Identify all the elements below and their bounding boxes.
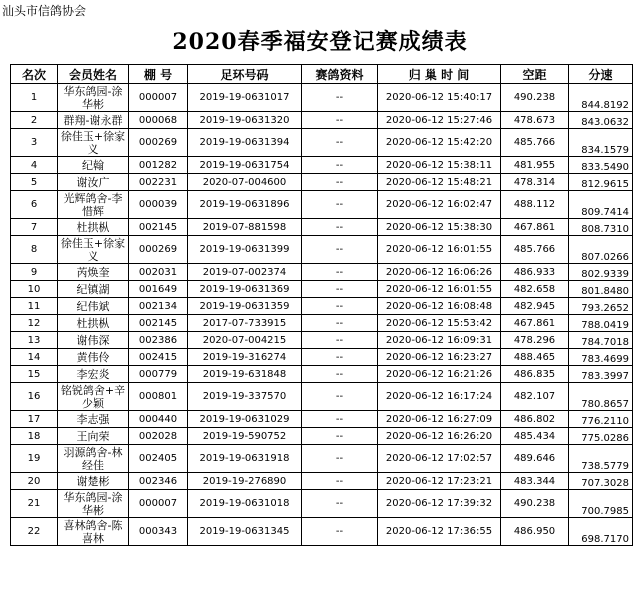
- shed-number-cell: 000039: [129, 191, 188, 219]
- pigeon-info-cell: --: [302, 264, 378, 281]
- member-name-cell: 李宏炎: [58, 366, 129, 383]
- rank-cell: 21: [11, 490, 58, 518]
- return-time-cell: 2020-06-12 16:01:55: [378, 281, 501, 298]
- distance-cell: 478.296: [501, 332, 569, 349]
- ring-number-cell: 2017-07-733915: [188, 315, 302, 332]
- table-row: [11, 264, 633, 281]
- return-time-cell: 2020-06-12 17:39:32: [378, 490, 501, 518]
- pigeon-info-cell: --: [302, 315, 378, 332]
- distance-cell: 486.950: [501, 518, 569, 546]
- speed-cell: 844.8192: [569, 84, 633, 112]
- distance-cell: 467.861: [501, 315, 569, 332]
- distance-cell: 488.465: [501, 349, 569, 366]
- speed-cell: 808.7310: [569, 219, 633, 236]
- return-time-cell: 2020-06-12 15:53:42: [378, 315, 501, 332]
- organization-name: 汕头市信鸽协会: [2, 4, 87, 18]
- distance-cell: 482.658: [501, 281, 569, 298]
- ring-number-cell: 2019-19-337570: [188, 383, 302, 411]
- return-time-cell: 2020-06-12 17:36:55: [378, 518, 501, 546]
- rank-cell: 22: [11, 518, 58, 546]
- shed-number-cell: 000269: [129, 236, 188, 264]
- shed-number-cell: 002231: [129, 174, 188, 191]
- shed-number-cell: 002134: [129, 298, 188, 315]
- distance-cell: 483.344: [501, 473, 569, 490]
- rank-cell: 2: [11, 112, 58, 129]
- ring-number-cell: 2019-19-316274: [188, 349, 302, 366]
- rank-cell: 12: [11, 315, 58, 332]
- column-header-rank: 名次: [11, 65, 58, 84]
- rank-cell: 10: [11, 281, 58, 298]
- column-header-distance: 空距: [501, 65, 569, 84]
- table-row: [11, 383, 633, 411]
- speed-cell: 809.7414: [569, 191, 633, 219]
- pigeon-info-cell: --: [302, 84, 378, 112]
- return-time-cell: 2020-06-12 16:26:20: [378, 428, 501, 445]
- ring-number-cell: 2019-19-590752: [188, 428, 302, 445]
- return-time-cell: 2020-06-12 15:40:17: [378, 84, 501, 112]
- return-time-cell: 2020-06-12 16:21:26: [378, 366, 501, 383]
- member-name-cell: 铭锐鸽舍+辛少颖: [58, 383, 129, 411]
- shed-number-cell: 002386: [129, 332, 188, 349]
- table-row: [11, 281, 633, 298]
- distance-cell: 478.314: [501, 174, 569, 191]
- column-header-member: 会员姓名: [58, 65, 129, 84]
- table-row: [11, 84, 633, 112]
- table-row: [11, 518, 633, 546]
- speed-cell: 775.0286: [569, 428, 633, 445]
- pigeon-info-cell: --: [302, 383, 378, 411]
- column-header-info: 赛鸽资料: [302, 65, 378, 84]
- shed-number-cell: 002031: [129, 264, 188, 281]
- table-row: [11, 366, 633, 383]
- table-row: [11, 157, 633, 174]
- rank-cell: 8: [11, 236, 58, 264]
- shed-number-cell: 000269: [129, 129, 188, 157]
- pigeon-info-cell: --: [302, 366, 378, 383]
- distance-cell: 485.766: [501, 129, 569, 157]
- ring-number-cell: 2019-19-0631345: [188, 518, 302, 546]
- distance-cell: 486.933: [501, 264, 569, 281]
- pigeon-info-cell: --: [302, 219, 378, 236]
- speed-cell: 783.3997: [569, 366, 633, 383]
- pigeon-info-cell: --: [302, 332, 378, 349]
- table-row: [11, 428, 633, 445]
- member-name-cell: 纪翰: [58, 157, 129, 174]
- ring-number-cell: 2019-19-0631394: [188, 129, 302, 157]
- table-row: [11, 112, 633, 129]
- member-name-cell: 李志强: [58, 411, 129, 428]
- rank-cell: 19: [11, 445, 58, 473]
- rank-cell: 4: [11, 157, 58, 174]
- member-name-cell: 谢楚彬: [58, 473, 129, 490]
- ring-number-cell: 2019-07-002374: [188, 264, 302, 281]
- results-table: [10, 64, 633, 546]
- shed-number-cell: 002415: [129, 349, 188, 366]
- shed-number-cell: 000343: [129, 518, 188, 546]
- return-time-cell: 2020-06-12 15:38:11: [378, 157, 501, 174]
- distance-cell: 482.945: [501, 298, 569, 315]
- column-header-shed: 棚 号: [129, 65, 188, 84]
- member-name-cell: 纪伟斌: [58, 298, 129, 315]
- pigeon-info-cell: --: [302, 490, 378, 518]
- rank-cell: 6: [11, 191, 58, 219]
- member-name-cell: 谢伟深: [58, 332, 129, 349]
- table-body: [11, 84, 633, 546]
- rank-cell: 15: [11, 366, 58, 383]
- pigeon-info-cell: --: [302, 411, 378, 428]
- ring-number-cell: 2019-19-0631359: [188, 298, 302, 315]
- speed-cell: 843.0632: [569, 112, 633, 129]
- return-time-cell: 2020-06-12 15:38:30: [378, 219, 501, 236]
- rank-cell: 11: [11, 298, 58, 315]
- ring-number-cell: 2019-19-0631017: [188, 84, 302, 112]
- pigeon-info-cell: --: [302, 129, 378, 157]
- speed-cell: 802.9339: [569, 264, 633, 281]
- table-row: [11, 411, 633, 428]
- speed-cell: 784.7018: [569, 332, 633, 349]
- speed-cell: 788.0419: [569, 315, 633, 332]
- table-row: [11, 174, 633, 191]
- speed-cell: 738.5779: [569, 445, 633, 473]
- table-row: [11, 191, 633, 219]
- ring-number-cell: 2019-19-0631399: [188, 236, 302, 264]
- rank-cell: 20: [11, 473, 58, 490]
- pigeon-info-cell: --: [302, 428, 378, 445]
- ring-number-cell: 2019-19-631848: [188, 366, 302, 383]
- shed-number-cell: 001282: [129, 157, 188, 174]
- table-header-row: [11, 65, 633, 84]
- rank-cell: 3: [11, 129, 58, 157]
- ring-number-cell: 2019-19-0631320: [188, 112, 302, 129]
- ring-number-cell: 2019-19-276890: [188, 473, 302, 490]
- distance-cell: 485.434: [501, 428, 569, 445]
- member-name-cell: 黄伟伶: [58, 349, 129, 366]
- speed-cell: 783.4699: [569, 349, 633, 366]
- distance-cell: 482.107: [501, 383, 569, 411]
- speed-cell: 700.7985: [569, 490, 633, 518]
- return-time-cell: 2020-06-12 16:08:48: [378, 298, 501, 315]
- rank-cell: 18: [11, 428, 58, 445]
- member-name-cell: 杜拱枞: [58, 219, 129, 236]
- pigeon-info-cell: --: [302, 298, 378, 315]
- distance-cell: 488.112: [501, 191, 569, 219]
- table-row: [11, 129, 633, 157]
- table-row: [11, 349, 633, 366]
- table-row: [11, 236, 633, 264]
- distance-cell: 489.646: [501, 445, 569, 473]
- member-name-cell: 华东鸽园-涂华彬: [58, 84, 129, 112]
- distance-cell: 486.802: [501, 411, 569, 428]
- return-time-cell: 2020-06-12 16:23:27: [378, 349, 501, 366]
- member-name-cell: 纪镇湖: [58, 281, 129, 298]
- shed-number-cell: 000068: [129, 112, 188, 129]
- return-time-cell: 2020-06-12 17:02:57: [378, 445, 501, 473]
- ring-number-cell: 2019-07-881598: [188, 219, 302, 236]
- ring-number-cell: 2019-19-0631018: [188, 490, 302, 518]
- speed-cell: 780.8657: [569, 383, 633, 411]
- ring-number-cell: 2020-07-004600: [188, 174, 302, 191]
- speed-cell: 807.0266: [569, 236, 633, 264]
- ring-number-cell: 2019-19-0631029: [188, 411, 302, 428]
- ring-number-cell: 2019-19-0631369: [188, 281, 302, 298]
- return-time-cell: 2020-06-12 16:09:31: [378, 332, 501, 349]
- rank-cell: 14: [11, 349, 58, 366]
- shed-number-cell: 000007: [129, 490, 188, 518]
- pigeon-info-cell: --: [302, 445, 378, 473]
- shed-number-cell: 002145: [129, 315, 188, 332]
- rank-cell: 16: [11, 383, 58, 411]
- member-name-cell: 王向荣: [58, 428, 129, 445]
- ring-number-cell: 2019-19-0631896: [188, 191, 302, 219]
- pigeon-info-cell: --: [302, 191, 378, 219]
- pigeon-info-cell: --: [302, 112, 378, 129]
- distance-cell: 490.238: [501, 490, 569, 518]
- return-time-cell: 2020-06-12 16:02:47: [378, 191, 501, 219]
- member-name-cell: 徐佳玉+徐家义: [58, 236, 129, 264]
- shed-number-cell: 000801: [129, 383, 188, 411]
- rank-cell: 5: [11, 174, 58, 191]
- shed-number-cell: 002028: [129, 428, 188, 445]
- member-name-cell: 华东鸽园-涂华彬: [58, 490, 129, 518]
- rank-cell: 9: [11, 264, 58, 281]
- table-row: [11, 219, 633, 236]
- pigeon-info-cell: --: [302, 157, 378, 174]
- pigeon-info-cell: --: [302, 518, 378, 546]
- distance-cell: 486.835: [501, 366, 569, 383]
- member-name-cell: 芮焕奎: [58, 264, 129, 281]
- distance-cell: 485.766: [501, 236, 569, 264]
- table-row: [11, 473, 633, 490]
- shed-number-cell: 002145: [129, 219, 188, 236]
- speed-cell: 833.5490: [569, 157, 633, 174]
- member-name-cell: 徐佳玉+徐家义: [58, 129, 129, 157]
- pigeon-info-cell: --: [302, 281, 378, 298]
- rank-cell: 13: [11, 332, 58, 349]
- shed-number-cell: 000779: [129, 366, 188, 383]
- speed-cell: 834.1579: [569, 129, 633, 157]
- column-header-ring: 足环号码: [188, 65, 302, 84]
- distance-cell: 481.955: [501, 157, 569, 174]
- shed-number-cell: 000440: [129, 411, 188, 428]
- return-time-cell: 2020-06-12 16:01:55: [378, 236, 501, 264]
- return-time-cell: 2020-06-12 16:27:09: [378, 411, 501, 428]
- ring-number-cell: 2019-19-0631918: [188, 445, 302, 473]
- return-time-cell: 2020-06-12 15:42:20: [378, 129, 501, 157]
- ring-number-cell: 2020-07-004215: [188, 332, 302, 349]
- table-row: [11, 298, 633, 315]
- table-row: [11, 445, 633, 473]
- shed-number-cell: 002346: [129, 473, 188, 490]
- rank-cell: 17: [11, 411, 58, 428]
- return-time-cell: 2020-06-12 16:06:26: [378, 264, 501, 281]
- speed-cell: 698.7170: [569, 518, 633, 546]
- table-row: [11, 490, 633, 518]
- member-name-cell: 谢汝广: [58, 174, 129, 191]
- distance-cell: 478.673: [501, 112, 569, 129]
- pigeon-info-cell: --: [302, 174, 378, 191]
- speed-cell: 812.9615: [569, 174, 633, 191]
- speed-cell: 707.3028: [569, 473, 633, 490]
- member-name-cell: 喜林鸽舍-陈喜林: [58, 518, 129, 546]
- return-time-cell: 2020-06-12 15:48:21: [378, 174, 501, 191]
- column-header-time: 归 巢 时 间: [378, 65, 501, 84]
- column-header-speed: 分速: [569, 65, 633, 84]
- table-row: [11, 315, 633, 332]
- member-name-cell: 群翔-谢永群: [58, 112, 129, 129]
- speed-cell: 793.2652: [569, 298, 633, 315]
- pigeon-info-cell: --: [302, 236, 378, 264]
- member-name-cell: 杜拱枞: [58, 315, 129, 332]
- return-time-cell: 2020-06-12 16:17:24: [378, 383, 501, 411]
- speed-cell: 801.8480: [569, 281, 633, 298]
- table-row: [11, 332, 633, 349]
- member-name-cell: 光辉鸽舍-李惜辉: [58, 191, 129, 219]
- distance-cell: 467.861: [501, 219, 569, 236]
- pigeon-info-cell: --: [302, 473, 378, 490]
- rank-cell: 7: [11, 219, 58, 236]
- return-time-cell: 2020-06-12 15:27:46: [378, 112, 501, 129]
- shed-number-cell: 001649: [129, 281, 188, 298]
- speed-cell: 776.2110: [569, 411, 633, 428]
- return-time-cell: 2020-06-12 17:23:21: [378, 473, 501, 490]
- rank-cell: 1: [11, 84, 58, 112]
- shed-number-cell: 000007: [129, 84, 188, 112]
- pigeon-info-cell: --: [302, 349, 378, 366]
- page-title: 2020春季福安登记赛成绩表: [172, 29, 468, 55]
- distance-cell: 490.238: [501, 84, 569, 112]
- shed-number-cell: 002405: [129, 445, 188, 473]
- ring-number-cell: 2019-19-0631754: [188, 157, 302, 174]
- member-name-cell: 羽源鸽舍-林经佳: [58, 445, 129, 473]
